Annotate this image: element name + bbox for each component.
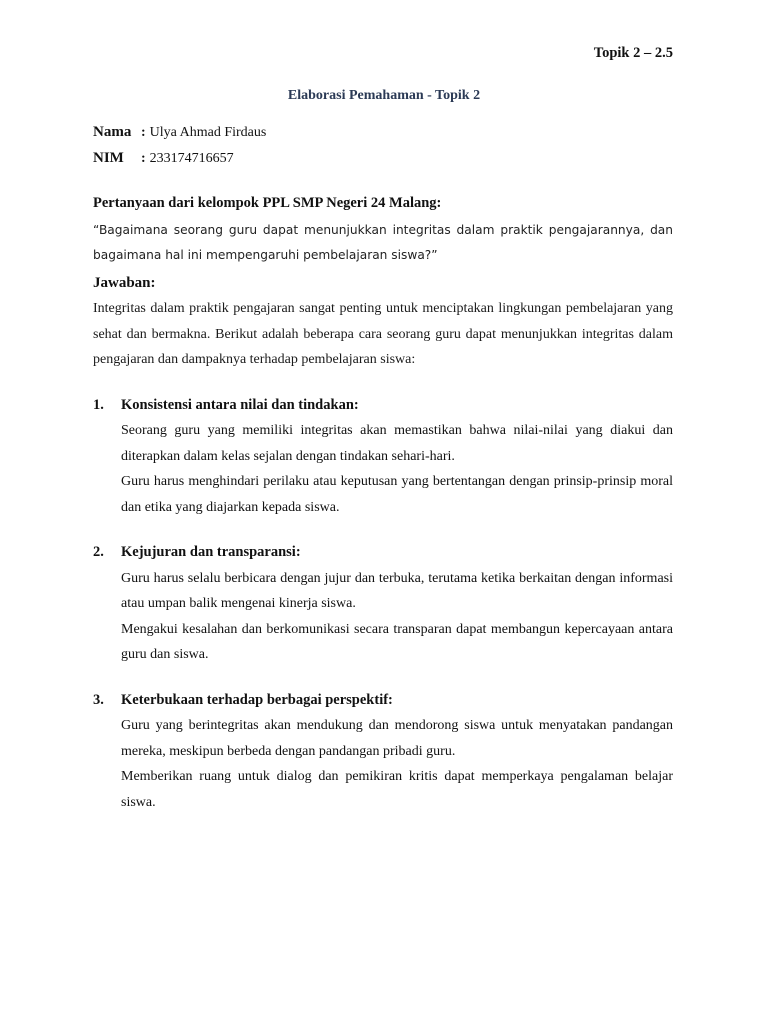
name-label: Nama — [93, 124, 132, 140]
section-3-number: 3. — [93, 691, 104, 708]
section-1-body — [121, 418, 673, 520]
section-2-paragraph-2: Mengakui kesalahan dan berkomunikasi secara transparan dapat membangun kepercayaan antara guru dan siswa. — [121, 621, 673, 662]
section-2 — [93, 540, 673, 668]
answer-heading: Jawaban: — [93, 274, 156, 291]
nim-label: NIM — [93, 149, 124, 166]
section-2-number: 2. — [93, 544, 104, 560]
section-1-title: Konsistensi antara nilai dan tindakan: — [121, 396, 359, 413]
section-3 — [93, 688, 673, 816]
topic-label: Topik 2 – 2.5 — [593, 45, 673, 61]
document-content — [93, 120, 673, 815]
document-title: Elaborasi Pemahaman - Topik 2 — [287, 88, 481, 103]
section-2-title: Kejujuran dan transparansi: — [121, 544, 301, 560]
section-3-title: Keterbukaan terhadap berbagai perspektif: — [121, 691, 393, 708]
answer-intro: Integritas dalam praktik pengajaran sangat penting untuk menciptakan lingkungan pembelajaran yang sehat dan bermakna. Berikut adalah beberapa cara seorang guru dapat menunjukkan integritas dalam pengajaran dan dampaknya terhadap pembelajaran siswa: — [93, 301, 673, 367]
question-text: “Bagaimana seorang guru dapat menunjukkan integritas dalam praktik pengajarannya, dan bagaimana hal ini mempengaruhi pembelajaran siswa?” — [93, 222, 673, 262]
section-2-body — [121, 566, 673, 668]
nim-value-wrap — [141, 146, 234, 172]
section-1-paragraph-1: Seorang guru yang memiliki integritas akan memastikan bahwa nilai-nilai yang diakui dan diterapkan dalam kelas sejalan dengan tindakan sehari-hari. — [121, 423, 673, 464]
question-heading: Pertanyaan dari kelompok PPL SMP Negeri 24 Malang: — [93, 195, 442, 211]
name-value-wrap — [141, 120, 266, 146]
section-2-paragraph-1: Guru harus selalu berbicara dengan jujur dan terbuka, terutama ketika berkaitan dengan informasi atau umpan balik mengenai kinerja siswa. — [121, 570, 673, 611]
nim-value: 233174716657 — [149, 150, 234, 166]
section-1-paragraph-2: Guru harus menghindari perilaku atau keputusan yang bertentangan dengan prinsip-prinsip moral dan etika yang diajarkan kepada siswa. — [121, 474, 673, 515]
nim-colon: : — [141, 150, 146, 166]
section-2-title-row — [93, 540, 673, 566]
section-3-paragraph-1: Guru yang berintegritas akan mendukung dan mendorong siswa untuk menyatakan pandangan mereka, meskipun berbeda dengan pandangan pribadi guru. — [121, 718, 673, 759]
section-3-title-row — [93, 688, 673, 714]
section-3-paragraph-2: Memberikan ruang untuk dialog dan pemikiran kritis dapat memperkaya pengalaman belajar siswa. — [121, 769, 673, 810]
section-1 — [93, 393, 673, 521]
name-colon: : — [141, 125, 146, 140]
nim-row — [93, 146, 673, 172]
section-1-title-row — [93, 393, 673, 419]
section-1-number: 1. — [93, 396, 104, 413]
name-row — [93, 120, 673, 146]
section-3-body — [121, 713, 673, 815]
name-value: Ulya Ahmad Firdaus — [149, 125, 267, 140]
